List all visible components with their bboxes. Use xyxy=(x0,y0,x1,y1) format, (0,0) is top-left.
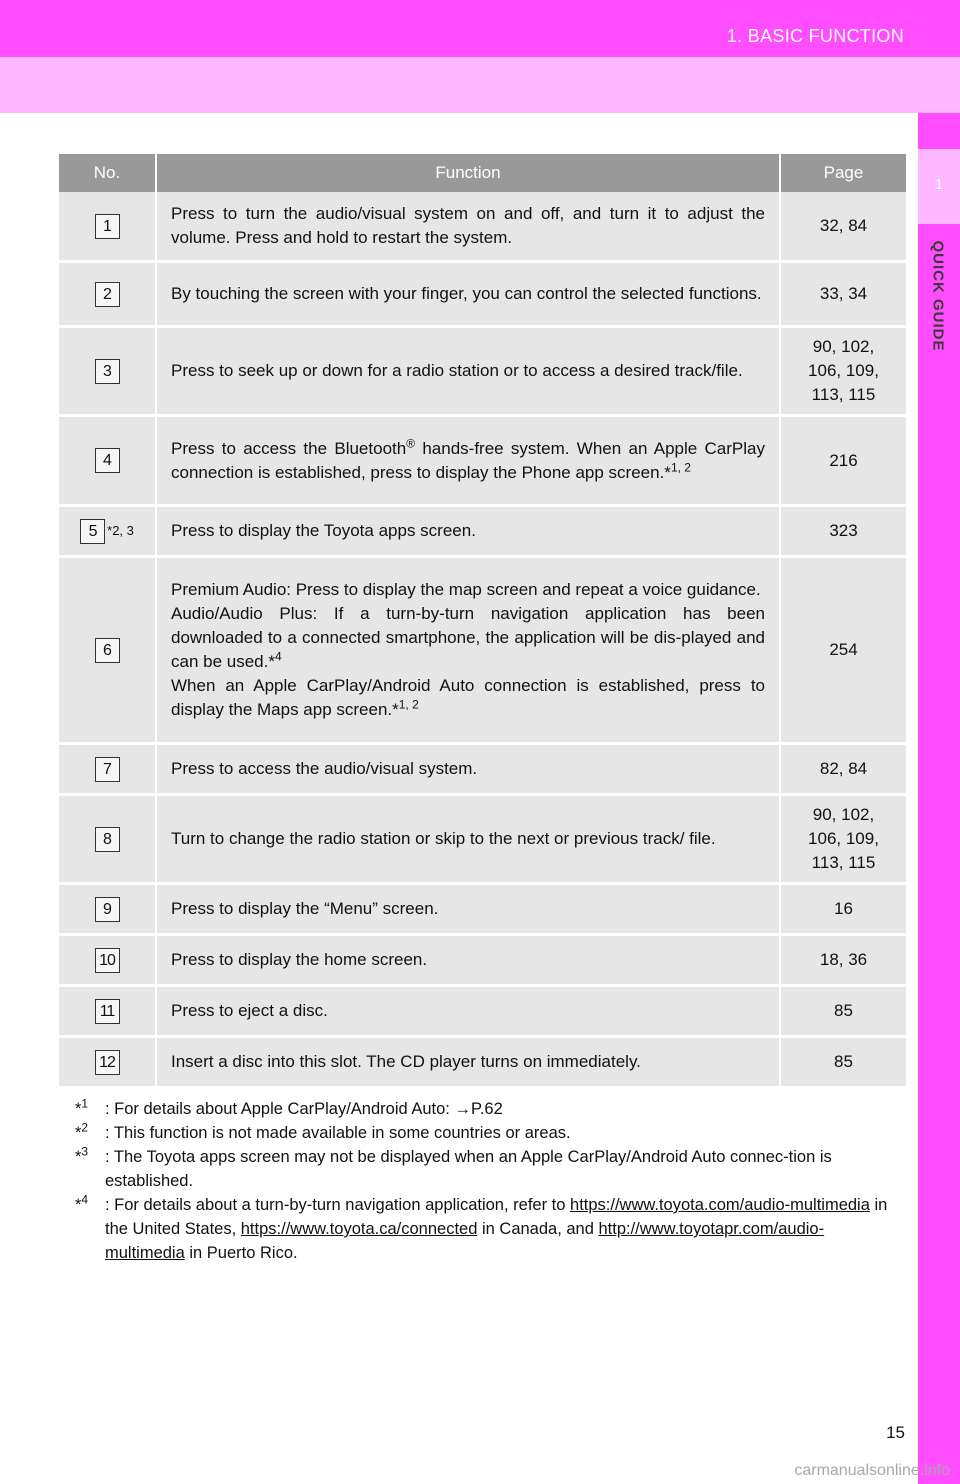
number-box-icon: 3 xyxy=(95,359,120,384)
function-cell xyxy=(156,557,780,744)
function-text: Press to display the home screen. xyxy=(171,950,428,969)
function-cell xyxy=(156,506,780,557)
table-row xyxy=(59,327,906,416)
row-number-cell xyxy=(59,506,156,557)
function-text: Press to display the “Menu” screen. xyxy=(171,899,439,918)
row-number-cell xyxy=(59,327,156,416)
number-box-icon: 9 xyxy=(95,897,120,922)
side-tab-label: QUICK GUIDE xyxy=(929,240,947,352)
footnote-marker: *$^4$ xyxy=(75,1192,89,1214)
page-cell xyxy=(780,935,906,986)
footnote-marker: *$^1$ xyxy=(75,1096,89,1118)
function-cell xyxy=(156,1037,780,1088)
page-ref: 82, 84 xyxy=(819,759,868,778)
footnote xyxy=(77,1193,897,1265)
footnote-ref: 1, 2 xyxy=(670,459,691,474)
function-text: Press to turn the audio/visual system on and off, and turn it to adjust the volume. Press and hold to restart the system. xyxy=(171,204,765,247)
function-table xyxy=(59,154,906,1089)
column-header-no: No. xyxy=(59,154,156,192)
page-number: 15 xyxy=(886,1423,905,1442)
row-number-cell xyxy=(59,986,156,1037)
row-number-cell xyxy=(59,884,156,935)
page-cell xyxy=(780,744,906,795)
function-cell xyxy=(156,262,780,327)
footnote xyxy=(77,1145,897,1193)
page-cell xyxy=(780,327,906,416)
row-number-cell xyxy=(59,416,156,506)
function-cell xyxy=(156,795,780,884)
table-row xyxy=(59,744,906,795)
footnote-marker: *$^3$ xyxy=(75,1144,89,1166)
function-text: Audio/Audio Plus: If a turn-by-turn navigation application has been downloaded to a connected smartphone, the application will be dis-played and can be used.* xyxy=(171,604,765,671)
footnote-marker: *$^2$ xyxy=(75,1120,89,1142)
page-ref: 18, 36 xyxy=(819,950,868,969)
footnote-ref: 4 xyxy=(274,649,282,664)
footnote xyxy=(77,1097,897,1121)
function-cell xyxy=(156,192,780,262)
row-number-cell xyxy=(59,744,156,795)
footnote-text: : For details about a turn-by-turn navigation application, refer to xyxy=(105,1196,571,1214)
chapter-number: 1 xyxy=(934,176,944,193)
page-ref: 16 xyxy=(834,899,853,918)
table-row xyxy=(59,1037,906,1088)
table-row xyxy=(59,884,906,935)
function-cell xyxy=(156,884,780,935)
function-text: Press to display the Toyota apps screen. xyxy=(171,521,476,540)
table-row xyxy=(59,795,906,884)
footnote-ref: *2, 3 xyxy=(107,523,134,538)
number-box-icon: 2 xyxy=(95,282,120,307)
footnote-ref: 1, 2 xyxy=(398,697,419,712)
number-box-icon: 12 xyxy=(95,1050,120,1075)
number-box-icon: 5 xyxy=(80,519,105,544)
footnote xyxy=(77,1121,897,1145)
page-ref: 216 xyxy=(829,450,858,470)
page-ref: 33, 34 xyxy=(819,284,868,303)
section-title: 1. BASIC FUNCTION xyxy=(726,26,904,46)
function-cell xyxy=(156,744,780,795)
function-text: Turn to change the radio station or skip to the next or previous track/ file. xyxy=(171,829,716,848)
arrow-icon: → xyxy=(454,1100,471,1118)
function-text: Premium Audio: Press to display the map screen and repeat a voice guidance. xyxy=(171,580,761,599)
page-ref: 90, 102, xyxy=(812,805,875,824)
number-box-icon: 11 xyxy=(95,999,120,1024)
page-ref: 85 xyxy=(834,1001,853,1020)
function-text: Press to access the audio/visual system. xyxy=(171,759,478,778)
page-cell xyxy=(780,192,906,262)
function-text: Press to eject a disc. xyxy=(171,1001,328,1020)
toyota-us-link[interactable]: https://www.toyota.com/audio-multimedia xyxy=(570,1196,870,1214)
column-header-function: Function xyxy=(156,154,780,192)
row-number-cell xyxy=(59,935,156,986)
row-number-cell xyxy=(59,262,156,327)
page-ref: 254 xyxy=(829,640,858,659)
footnote-ref-numbers: 2, 3 xyxy=(112,523,134,538)
footnote-text: in the United States, xyxy=(105,1196,888,1238)
table-row xyxy=(59,557,906,744)
page-cell xyxy=(780,986,906,1037)
number-box-icon: 8 xyxy=(95,827,120,852)
number-box-icon: 4 xyxy=(95,448,120,473)
page-cell xyxy=(780,1037,906,1088)
row-number-cell xyxy=(59,795,156,884)
table-row xyxy=(59,262,906,327)
table-row xyxy=(59,935,906,986)
registered-mark: ® xyxy=(406,435,416,450)
page-ref: 90, 102, xyxy=(812,337,875,356)
footnote-text: : This function is not made available in some countries or areas. xyxy=(105,1124,571,1142)
number-box-icon: 6 xyxy=(95,638,120,663)
function-text: By touching the screen with your finger, you can control the selected functions. xyxy=(171,284,762,303)
function-cell xyxy=(156,416,780,506)
page-cell xyxy=(780,416,906,506)
footnote-text: : The Toyota apps screen may not be displayed when an Apple CarPlay/Android Auto connec-tion is established. xyxy=(105,1148,832,1190)
footnote-text: in Canada, and xyxy=(477,1220,599,1238)
function-cell xyxy=(156,935,780,986)
function-text: hands-free system. When an Apple CarPlay connection is established, press to display the Phone app screen.* xyxy=(171,438,765,482)
page-ref: 113, 115 xyxy=(811,385,876,404)
page-ref: 106, 109, xyxy=(808,829,879,848)
page-cell xyxy=(780,557,906,744)
number-box-icon: 7 xyxy=(95,757,120,782)
page-ref: 113, 115 xyxy=(811,853,876,872)
row-number-cell xyxy=(59,1037,156,1088)
watermark: carmanualsonline.info xyxy=(794,1462,950,1479)
column-header-page: Page xyxy=(780,154,906,192)
number-box-icon: 1 xyxy=(95,214,120,239)
page-cell xyxy=(780,884,906,935)
page-cell xyxy=(780,795,906,884)
number-box-icon: 10 xyxy=(95,948,120,973)
table-row xyxy=(59,506,906,557)
function-text: Insert a disc into this slot. The CD player turns on immediately. xyxy=(171,1052,641,1071)
footnote-text: in Puerto Rico. xyxy=(184,1244,298,1262)
function-text: Press to access the Bluetooth xyxy=(171,438,407,458)
function-text: Press to seek up or down for a radio station or to access a desired track/file. xyxy=(171,361,743,380)
row-number-cell xyxy=(59,192,156,262)
function-text: When an Apple CarPlay/Android Auto connection is established, press to display the Maps app screen.* xyxy=(171,676,765,719)
footnotes xyxy=(77,1097,897,1265)
page-ref: 323 xyxy=(829,521,858,540)
page-ref: 85 xyxy=(834,1052,853,1071)
toyota-ca-link[interactable]: https://www.toyota.ca/connected xyxy=(240,1220,478,1238)
toyota-pr-link[interactable]: http://www.toyotapr.com/audio-multimedia xyxy=(105,1220,825,1262)
footnote-text: : For details about Apple CarPlay/Android Auto: xyxy=(105,1100,455,1118)
table-row xyxy=(59,416,906,506)
table-header-row xyxy=(59,154,906,192)
row-number-cell xyxy=(59,557,156,744)
page-ref: 106, 109, xyxy=(808,361,879,380)
page-ref: 32, 84 xyxy=(819,216,868,235)
table-row xyxy=(59,192,906,262)
page-link[interactable]: P.62 xyxy=(470,1100,503,1118)
function-cell xyxy=(156,327,780,416)
page-cell xyxy=(780,506,906,557)
table-row xyxy=(59,986,906,1037)
page-cell xyxy=(780,262,906,327)
function-cell xyxy=(156,986,780,1037)
